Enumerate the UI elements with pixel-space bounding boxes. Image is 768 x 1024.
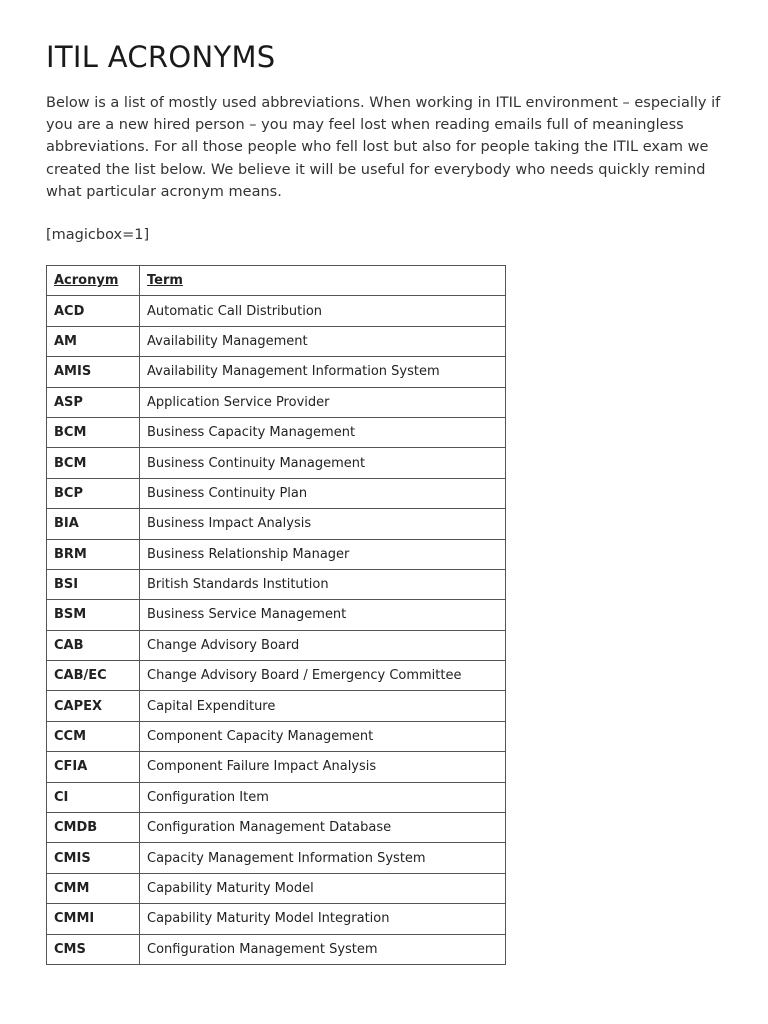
table-row [47, 934, 506, 964]
term-cell: Automatic Call Distribution [140, 296, 506, 326]
table-row [47, 843, 506, 873]
acronym-cell: AMIS [47, 357, 140, 387]
column-header-term: Term [140, 266, 506, 296]
column-header-acronym: Acronym [47, 266, 140, 296]
acronym-cell: CI [47, 782, 140, 812]
term-cell: Configuration Management Database [140, 813, 506, 843]
magicbox-shortcode: [magicbox=1] [46, 227, 150, 243]
acronym-cell: CAPEX [47, 691, 140, 721]
acronym-cell: CMS [47, 934, 140, 964]
term-cell: Capability Maturity Model Integration [140, 904, 506, 934]
term-cell: Component Capacity Management [140, 721, 506, 751]
term-cell: Component Failure Impact Analysis [140, 752, 506, 782]
table-row [47, 509, 506, 539]
term-cell: Availability Management Information System [140, 357, 506, 387]
term-cell: Availability Management [140, 326, 506, 356]
term-cell: Business Service Management [140, 600, 506, 630]
acronym-cell: BIA [47, 509, 140, 539]
table-row [47, 691, 506, 721]
table-row [47, 630, 506, 660]
term-cell: Business Continuity Management [140, 448, 506, 478]
term-cell: Application Service Provider [140, 387, 506, 417]
acronym-cell: CMDB [47, 813, 140, 843]
table-row [47, 782, 506, 812]
acronym-cell: BSM [47, 600, 140, 630]
acronym-cell: ACD [47, 296, 140, 326]
table-row [47, 448, 506, 478]
acronym-cell: CCM [47, 721, 140, 751]
table-row [47, 904, 506, 934]
acronym-cell: BSI [47, 569, 140, 599]
table-row [47, 813, 506, 843]
table-row [47, 721, 506, 751]
table-row [47, 387, 506, 417]
acronym-cell: BCP [47, 478, 140, 508]
acronym-cell: CMIS [47, 843, 140, 873]
acronym-cell: CAB/EC [47, 661, 140, 691]
term-cell: Business Capacity Management [140, 417, 506, 447]
acronym-cell: CFIA [47, 752, 140, 782]
acronym-table [46, 265, 506, 965]
acronym-cell: BCM [47, 417, 140, 447]
table-row [47, 569, 506, 599]
table-row [47, 326, 506, 356]
acronym-cell: CMM [47, 873, 140, 903]
table-row [47, 417, 506, 447]
table-header-row [47, 266, 506, 296]
table-row [47, 478, 506, 508]
table-row [47, 357, 506, 387]
term-cell: Business Relationship Manager [140, 539, 506, 569]
acronym-cell: ASP [47, 387, 140, 417]
table-row [47, 600, 506, 630]
term-cell: Change Advisory Board / Emergency Committee [140, 661, 506, 691]
table-row [47, 661, 506, 691]
table-row [47, 752, 506, 782]
term-cell: Business Impact Analysis [140, 509, 506, 539]
term-cell: Change Advisory Board [140, 630, 506, 660]
term-cell: Capital Expenditure [140, 691, 506, 721]
term-cell: Capacity Management Information System [140, 843, 506, 873]
acronym-cell: AM [47, 326, 140, 356]
acronym-cell: BCM [47, 448, 140, 478]
term-cell: Configuration Item [140, 782, 506, 812]
term-cell: British Standards Institution [140, 569, 506, 599]
table-row [47, 539, 506, 569]
term-cell: Capability Maturity Model [140, 873, 506, 903]
table-body [47, 296, 506, 965]
page-title: ITIL ACRONYMS [46, 40, 276, 74]
term-cell: Configuration Management System [140, 934, 506, 964]
acronym-cell: CMMI [47, 904, 140, 934]
term-cell: Business Continuity Plan [140, 478, 506, 508]
acronym-cell: BRM [47, 539, 140, 569]
table-row [47, 873, 506, 903]
intro-paragraph: Below is a list of mostly used abbreviations. When working in ITIL environment – especially if you are a new hired person – you may feel lost when reading emails full of meaningless abbreviations. For all those people who fell lost but also for people taking the ITIL exam we created the list below. We believe it will be useful for everybody who needs quickly remind what particular acronym means. [46, 95, 721, 200]
table-row [47, 296, 506, 326]
acronym-cell: CAB [47, 630, 140, 660]
